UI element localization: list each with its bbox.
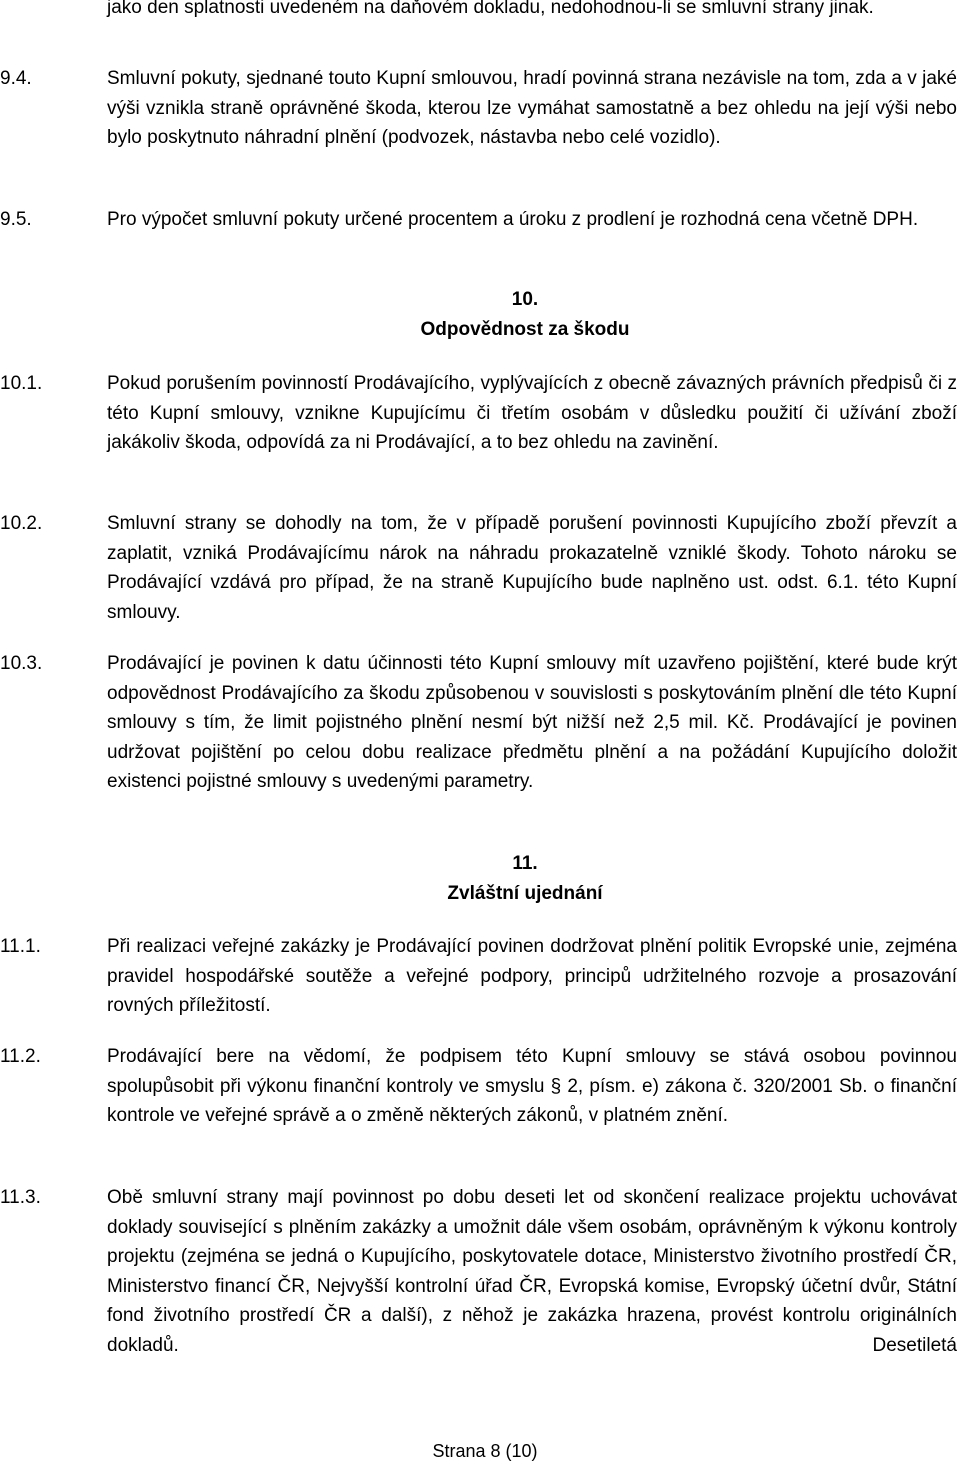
clause-number: 9.5.: [0, 209, 32, 230]
clause-number: 9.4.: [0, 68, 32, 89]
clause-text: Pokud porušením povinností Prodávajícího, vyplývajících z obecně závazných právních předpisů či z této Kupní smlouvy, vznikne Kupujícímu či třetím osobám v důsledku použití či užívání zboží jakákoliv škoda, odpovídá za ni Prodávající, a to bez ohledu na zavinění.: [107, 373, 957, 453]
section-10-title: Odpovědnost za škodu: [420, 319, 630, 340]
clause-number: 11.3.: [0, 1187, 41, 1208]
section-11-title: Zvláštní ujednání: [447, 883, 603, 904]
continuation-text: jako den splatnosti uvedeném na daňovém dokladu, nedohodnou-li se smluvní strany jinak.: [107, 0, 874, 18]
clause-number: 11.2.: [0, 1046, 41, 1067]
clause-text: Prodávající je povinen k datu účinnosti této Kupní smlouvy mít uzavřeno pojištění, které bude krýt odpovědnost Prodávajícího za škodu způsobenou v souvislosti s poskytováním plnění dle této Kupní smlouvy s tím, že limit pojistného plnění nesmí být nižší než 2,5 mil. Kč. Prodávající je povinen udržovat pojištění po celou dobu realizace předmětu plnění a na požádání Kupujícího doložit existenci pojistné smlouvy s uvedenými parametry.: [107, 653, 957, 792]
clause-number: 10.1.: [0, 373, 43, 394]
clause-text: Při realizaci veřejné zakázky je Prodávající povinen dodržovat plnění politik Evropské unie, zejména pravidel hospodářské soutěže a veřejné podpory, principů udržitelného rozvoje a prosazování rovných příležitostí.: [107, 936, 957, 1016]
clause-number: 10.3.: [0, 653, 43, 674]
clause-text: Pro výpočet smluvní pokuty určené procentem a úroku z prodlení je rozhodná cena včetně DPH.: [107, 209, 919, 230]
clause-number: 11.1.: [0, 936, 41, 957]
section-10-number: 10.: [511, 289, 539, 310]
page-number-footer: Strana 8 (10): [432, 1441, 538, 1461]
clause-number: 10.2.: [0, 513, 43, 534]
clause-text: Obě smluvní strany mají povinnost po dobu deseti let od skončení realizace projektu uchovávat doklady související s plněním zakázky a umožnit dále všem osobám, oprávněným k výkonu kontroly projektu (zejména se jedná o Kupujícího, poskytovatele dotace, Ministerstvo životního prostředí ČR, Ministerstvo financí ČR, Nejvyšší kontrolní úřad ČR, Evropská komise, Evropský účetní dvůr, Státní fond životního prostředí ČR a další), z něhož je zakázka hrazena, provést kontrolu originálních dokladů. Desetiletá: [107, 1187, 957, 1356]
section-11-number: 11.: [512, 853, 538, 874]
clause-text: Smluvní strany se dohodly na tom, že v případě porušení povinnosti Kupujícího zboží převzít a zaplatit, vzniká Prodávajícímu nárok na náhradu prokazatelně vzniklé škody. Tohoto nároku se Prodávající vzdává pro případ, že na straně Kupujícího bude naplněno ust. odst. 6.1. této Kupní smlouvy.: [107, 513, 957, 623]
clause-text: Smluvní pokuty, sjednané touto Kupní smlouvou, hradí povinná strana nezávisle na tom, zda a v jaké výši vznikla straně oprávněné škoda, kterou lze vymáhat samostatně a bez ohledu na její výši nebo bylo poskytnuto náhradní plnění (podvozek, nástavba nebo celé vozidlo).: [107, 68, 957, 148]
clause-text: Prodávající bere na vědomí, že podpisem této Kupní smlouvy se stává osobou povinnou spolupůsobit při výkonu finanční kontroly ve smyslu § 2, písm. e) zákona č. 320/2001 Sb. o finanční kontrole ve veřejné správě a o změně některých zákonů, v platném znění.: [107, 1046, 957, 1126]
